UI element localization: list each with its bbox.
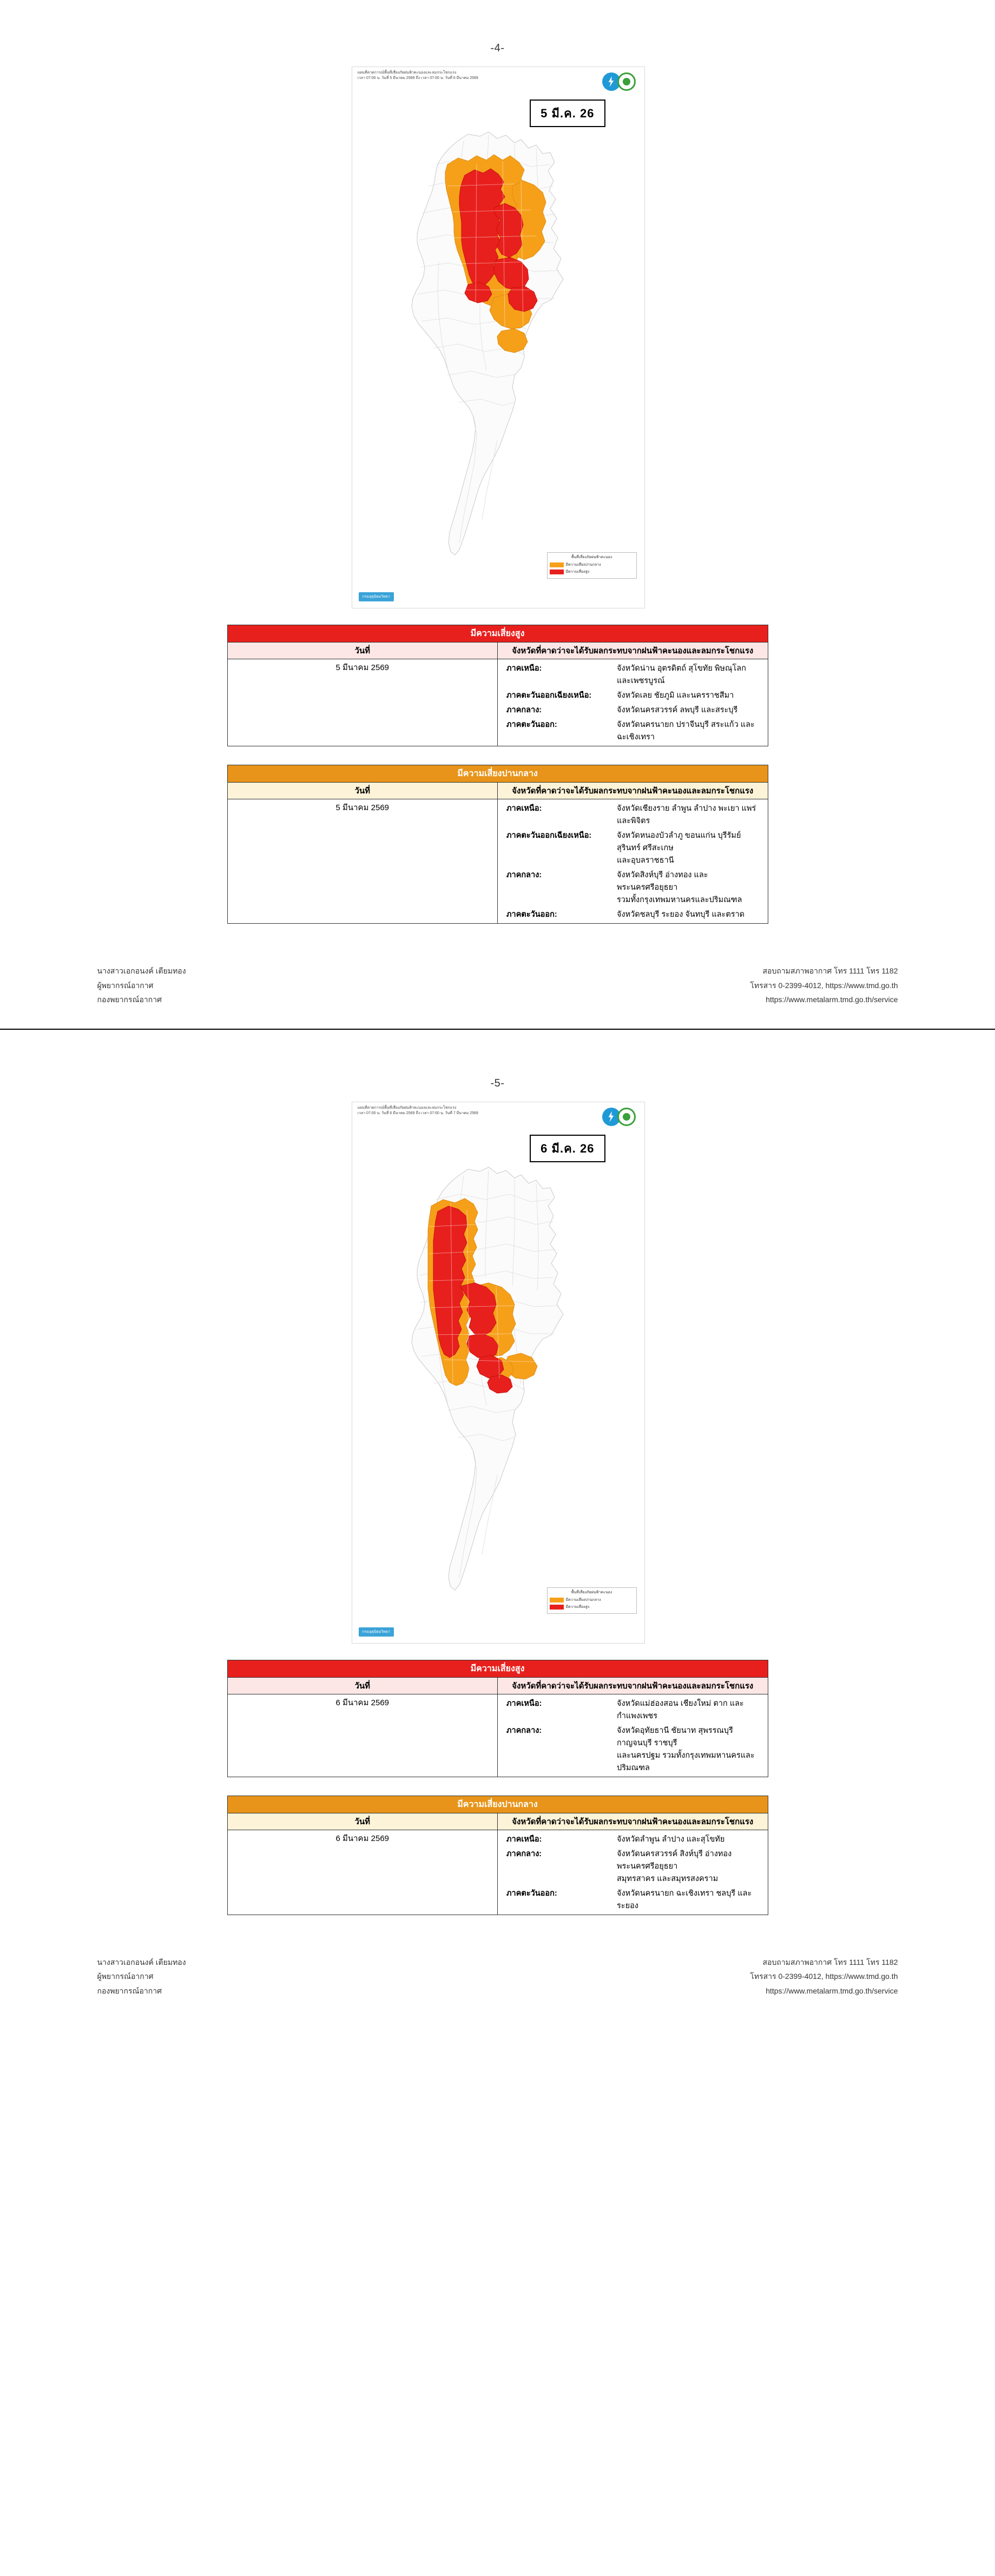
band-title-medium: มีความเสี่ยงปานกลาง — [227, 1796, 768, 1813]
province-list: จังหวัดนครสวรรค์ ลพบุรี และสระบุรี — [617, 706, 738, 714]
region-label: ภาคกลาง: — [506, 871, 542, 879]
legend-row-high — [550, 1604, 634, 1610]
risk-table-medium-2 — [227, 1796, 768, 1915]
tmd-logo — [602, 1108, 637, 1126]
region-row — [501, 1696, 765, 1723]
footer-hotline: สอบถามสภาพอากาศ โทร 1111 โทร 1182 — [762, 966, 898, 975]
region-label: ภาคเหนือ: — [506, 1699, 542, 1708]
legend-label-medium: มีความเสี่ยงปานกลาง — [565, 1598, 601, 1602]
header-detail: จังหวัดที่คาดว่าจะได้รับผลกระทบจากฝนฟ้าคะนองและลมกระโชกแรง — [498, 783, 768, 799]
footer-hotline: สอบถามสภาพอากาศ โทร 1111 โทร 1182 — [762, 1957, 898, 1966]
header-date: วันที่ — [227, 1813, 498, 1830]
cell-date: 5 มีนาคม 2569 — [227, 799, 498, 924]
table-row — [227, 1694, 768, 1777]
map-header-line2: เวลา 07:00 น. วันที่ 5 มีนาคม 2569 ถึง เวลา 07:00 น. วันที่ 6 มีนาคม 2569 — [357, 76, 478, 81]
bottom-spacer — [0, 1998, 995, 2036]
tmd-logo — [602, 72, 637, 91]
region-label: ภาคเหนือ: — [506, 804, 542, 813]
cell-date: 5 มีนาคม 2569 — [227, 659, 498, 746]
footer-right — [750, 1955, 898, 1998]
cell-date: 6 มีนาคม 2569 — [227, 1830, 498, 1915]
region-row — [501, 907, 765, 922]
table-band-row — [227, 625, 768, 643]
table-band-row — [227, 765, 768, 783]
province-list: จังหวัดแม่ฮ่องสอน เชียงใหม่ ตาก และกำแพงเพชร — [617, 1699, 744, 1720]
green-circle-icon — [617, 1108, 636, 1126]
map-figure-1 — [352, 67, 644, 608]
table-band-row — [227, 1660, 768, 1677]
header-detail: จังหวัดที่คาดว่าจะได้รับผลกระทบจากฝนฟ้าคะนองและลมกระโชกแรง — [498, 1677, 768, 1694]
region-label: ภาคกลาง: — [506, 1726, 542, 1735]
legend-title: พื้นที่เสี่ยงภัยฝนฟ้าคะนอง — [571, 1590, 612, 1594]
region-label: ภาคกลาง: — [506, 706, 542, 714]
region-label: ภาคตะวันออกเฉียงเหนือ: — [506, 831, 592, 840]
region-row — [501, 868, 765, 907]
map-date-chip: 6 มี.ค. 26 — [530, 1135, 605, 1162]
legend-title: พื้นที่เสี่ยงภัยฝนฟ้าคะนอง — [571, 555, 612, 559]
region-row — [501, 828, 765, 868]
table-row — [227, 659, 768, 746]
map-figure-2 — [352, 1102, 644, 1644]
table-header-row — [227, 783, 768, 799]
header-date: วันที่ — [227, 1677, 498, 1694]
legend-swatch-red — [550, 569, 564, 574]
legend-label-medium: มีความเสี่ยงปานกลาง — [565, 563, 601, 567]
region-row — [501, 1723, 765, 1775]
page-footer-1 — [97, 924, 898, 1007]
legend-swatch-red — [550, 1605, 564, 1610]
footer-fax-site: โทรสาร 0-2399-4012, https://www.tmd.go.th — [750, 1972, 898, 1981]
map-header-line2: เวลา 07:00 น. วันที่ 6 มีนาคม 2569 ถึง เวลา 07:00 น. วันที่ 7 มีนาคม 2569 — [357, 1111, 478, 1115]
region-label: ภาคตะวันออกเฉียงเหนือ: — [506, 691, 592, 700]
risk-table-high-2 — [227, 1660, 768, 1777]
region-row — [501, 717, 765, 744]
legend-swatch-orange — [550, 1598, 564, 1602]
page-divider — [0, 1029, 995, 1030]
thailand-risk-map — [352, 89, 644, 597]
legend-label-high: มีความเสี่ยงสูง — [565, 570, 590, 574]
province-list: จังหวัดเลย ชัยภูมิ และนครราชสีมา — [617, 691, 734, 700]
page-number: -4- — [490, 42, 505, 54]
cell-detail — [498, 1830, 768, 1915]
header-detail: จังหวัดที่คาดว่าจะได้รับผลกระทบจากฝนฟ้าคะนองและลมกระโชกแรง — [498, 1813, 768, 1830]
footer-service-url: https://www.metalarm.tmd.go.th/service — [766, 995, 898, 1004]
footer-left — [97, 964, 186, 1007]
footer-role: ผู้พยากรณ์อากาศ — [97, 981, 154, 990]
table-header-row — [227, 1677, 768, 1694]
province-list: จังหวัดเชียงราย ลำพูน ลำปาง พะเยา แพร่ และพิจิตร — [617, 804, 756, 825]
region-row — [501, 1832, 765, 1846]
header-date: วันที่ — [227, 643, 498, 659]
region-label: ภาคตะวันออก: — [506, 1889, 557, 1898]
region-label: ภาคเหนือ: — [506, 1835, 542, 1844]
green-circle-icon — [617, 72, 636, 91]
page-footer-2 — [97, 1915, 898, 1998]
thailand-risk-map — [352, 1124, 644, 1632]
cell-detail — [498, 1694, 768, 1777]
region-row — [501, 1846, 765, 1886]
footer-service-url: https://www.metalarm.tmd.go.th/service — [766, 1986, 898, 1995]
map-canvas — [352, 67, 645, 608]
region-row — [501, 801, 765, 828]
footer-division: กองพยากรณ์อากาศ — [97, 1986, 162, 1995]
map-legend — [547, 552, 637, 579]
province-list: จังหวัดสิงห์บุรี อ่างทอง และพระนครศรีอยุธยา รวมทั้งกรุงเทพมหานครและปริมณฑล — [617, 871, 742, 904]
province-list: จังหวัดชลบุรี ระยอง จันทบุรี และตราด — [617, 910, 745, 919]
band-title-high: มีความเสี่ยงสูง — [227, 1660, 768, 1677]
map-header-line1: แผนที่คาดการณ์พื้นที่เสี่ยงภัยฝนฟ้าคะนองและลมกระโชกแรง — [357, 1105, 457, 1110]
footer-author: นางสาวเอกอนงค์ เตียมทอง — [97, 1957, 186, 1966]
legend-swatch-orange — [550, 562, 564, 567]
footer-right — [750, 964, 898, 1007]
footer-role: ผู้พยากรณ์อากาศ — [97, 1972, 154, 1981]
region-label: ภาคตะวันออก: — [506, 720, 557, 729]
table-header-row — [227, 643, 768, 659]
table-header-row — [227, 1813, 768, 1830]
document-page-2 — [0, 1035, 995, 2042]
document-page-1 — [0, 0, 995, 1035]
province-list: จังหวัดนครนายก ฉะเชิงเทรา ชลบุรี และระยอง — [617, 1889, 752, 1910]
province-list: จังหวัดอุทัยธานี ชัยนาท สุพรรณบุรี กาญจนบุรี ราชบุรี และนครปฐม รวมทั้งกรุงเทพมหานครและปริมณฑล — [617, 1726, 755, 1772]
map-canvas — [352, 1102, 645, 1644]
footer-fax-site: โทรสาร 0-2399-4012, https://www.tmd.go.th — [750, 981, 898, 990]
region-label: ภาคเหนือ: — [506, 664, 542, 673]
table-band-row — [227, 1796, 768, 1813]
region-label: ภาคกลาง: — [506, 1849, 542, 1858]
risk-table-high-1 — [227, 625, 768, 746]
map-header-text — [358, 70, 574, 81]
page-number: -5- — [490, 1077, 505, 1089]
header-detail: จังหวัดที่คาดว่าจะได้รับผลกระทบจากฝนฟ้าคะนองและลมกระโชกแรง — [498, 643, 768, 659]
footer-division: กองพยากรณ์อากาศ — [97, 995, 162, 1004]
header-date: วันที่ — [227, 783, 498, 799]
region-label: ภาคตะวันออก: — [506, 910, 557, 919]
province-list: จังหวัดหนองบัวลำภู ขอนแก่น บุรีรัมย์ สุรินทร์ ศรีสะเกษ และอุบลราชธานี — [617, 831, 741, 865]
risk-table-medium-1 — [227, 765, 768, 924]
legend-row-high — [550, 569, 634, 575]
cell-detail — [498, 799, 768, 924]
footer-author: นางสาวเอกอนงค์ เตียมทอง — [97, 966, 186, 975]
map-credit: กรมอุตุนิยมวิทยา — [359, 592, 394, 601]
table-row — [227, 1830, 768, 1915]
table-row — [227, 799, 768, 924]
map-credit: กรมอุตุนิยมวิทยา — [359, 1627, 394, 1637]
province-list: จังหวัดลำพูน ลำปาง และสุโขทัย — [617, 1835, 725, 1844]
legend-row-medium — [550, 562, 634, 568]
band-title-high: มีความเสี่ยงสูง — [227, 625, 768, 643]
province-list: จังหวัดน่าน อุตรดิตถ์ สุโขทัย พิษณุโลก และเพชรบูรณ์ — [617, 664, 746, 685]
map-header-text — [358, 1105, 574, 1116]
legend-row-medium — [550, 1597, 634, 1603]
map-header-line1: แผนที่คาดการณ์พื้นที่เสี่ยงภัยฝนฟ้าคะนองและลมกระโชกแรง — [357, 71, 457, 75]
band-title-medium: มีความเสี่ยงปานกลาง — [227, 765, 768, 783]
footer-left — [97, 1955, 186, 1998]
province-list: จังหวัดนครสวรรค์ สิงห์บุรี อ่างทอง พระนครศรีอยุธยา สมุทรสาคร และสมุทรสงคราม — [617, 1849, 732, 1883]
region-row — [501, 688, 765, 703]
province-list: จังหวัดนครนายก ปราจีนบุรี สระแก้ว และฉะเชิงเทรา — [617, 720, 755, 741]
region-row — [501, 1886, 765, 1913]
legend-label-high: มีความเสี่ยงสูง — [565, 1605, 590, 1609]
cell-detail — [498, 659, 768, 746]
region-row — [501, 703, 765, 717]
cell-date: 6 มีนาคม 2569 — [227, 1694, 498, 1777]
map-legend — [547, 1587, 637, 1614]
region-row — [501, 661, 765, 688]
map-date-chip: 5 มี.ค. 26 — [530, 100, 605, 127]
